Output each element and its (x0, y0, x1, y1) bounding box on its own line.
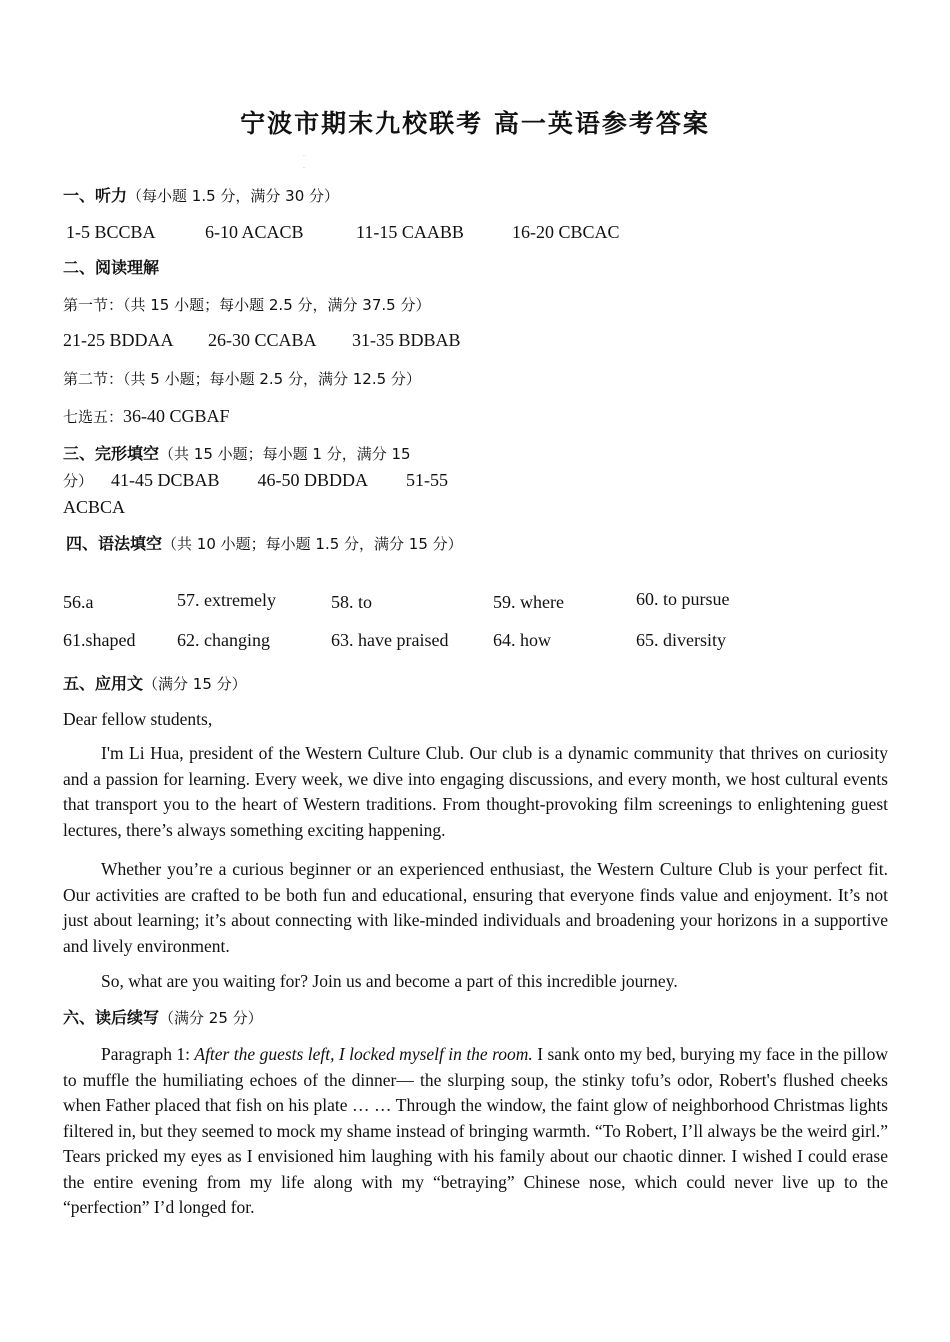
grammar-answer: 60. to pursue (636, 589, 730, 609)
grammar-answer: 62. changing (177, 630, 270, 650)
section-grammar-heading: 四、语法填空（共 10 小题；每小题 1.5 分，满分 15 分） (66, 534, 463, 553)
answer-group: 1-5 BCCBA (66, 222, 156, 242)
section-writing-heading: 五、应用文（满分 15 分） (63, 674, 247, 693)
section-listening-heading: 一、听力（每小题 1.5 分，满分 30 分） (63, 186, 340, 205)
reading-part1-note: 第一节：（共 15 小题；每小题 2.5 分，满分 37.5 分） (63, 296, 431, 314)
page-title: 宁波市期末九校联考 高一英语参考答案 (240, 109, 710, 138)
answer-group: 16-20 CBCAC (512, 222, 620, 242)
letter-paragraph: So, what are you waiting for? Join us and become a part of this incredible journey. (101, 971, 678, 991)
grammar-answer: 61.shaped (63, 630, 136, 650)
section-reading-heading: 二、阅读理解 (63, 258, 160, 277)
grammar-answer: 63. have praised (331, 630, 449, 650)
letter-greeting: Dear fellow students, (63, 709, 213, 729)
letter-paragraph: Whether you’re a curious beginner or an experienced enthusiast, the Western Culture Club is your perfect fit. Our activities are crafted to be both fun and educational, ensuring that everyone finds value and enjoyment. It’s not just about learning; it’s about connecting with like-minded individuals and broadening your horizons in a supportive and lively environment. (63, 859, 888, 956)
reading-part2-answers: 七选五：36-40 CGBAF (63, 406, 230, 426)
reading-part2-note: 第二节：（共 5 小题；每小题 2.5 分，满分 12.5 分） (63, 370, 421, 388)
grammar-answer: 59. where (493, 592, 564, 612)
grammar-answer: 57. extremely (177, 590, 276, 610)
grammar-answer: 65. diversity (636, 630, 726, 650)
tiny-marks: .. .. (303, 153, 306, 170)
continuation-paragraph: Paragraph 1: After the guests left, I locked myself in the room. I sank onto my bed, burying my face in the pillow to muffle the humiliating echoes of the dinner— the slurping soup, the stinky tofu’s odor, Robert's flushed cheeks when Father placed that fish on his plate … … Through the window, the faint glow of neighborhood Christmas lights filtered in, but they seemed to mock my shame instead of bringing warmth. “To Robert, I’ll always be the weird girl.” Tears pricked my eyes as I envisioned him laughing with his family about our chaotic dinner. I wished I could erase the entire evening from my life along with my “betraying” Chinese nose, which could never live up to the “perfection” I’d longed for. (63, 1044, 888, 1217)
answer-group: 26-30 CCABA (208, 330, 317, 350)
section-cloze: 三、完形填空（共 15 小题；每小题 1 分，满分 15 分） 41-45 DCBAB 46-50 DBDDA 51-55 ACBCA (63, 444, 449, 517)
grammar-answer: 56.a (63, 592, 94, 612)
grammar-answer: 58. to (331, 592, 373, 612)
answer-group: 11-15 CAABB (356, 222, 464, 242)
answer-group: 31-35 BDBAB (352, 330, 461, 350)
letter-paragraph: I'm Li Hua, president of the Western Culture Club. Our club is a dynamic community that thrives on curiosity and a passion for learning. Every week, we dive into engaging discussions, and every month, we host cultural events that transport you to the heart of Western traditions. From thought-provoking film screenings to enlightening guest lectures, there’s always something exciting happening. (63, 743, 888, 840)
answer-group: 6-10 ACACB (205, 222, 304, 242)
answer-group: 21-25 BDDAA (63, 330, 174, 350)
section-continuation-heading: 六、读后续写（满分 25 分） (63, 1008, 263, 1027)
grammar-answer: 64. how (493, 630, 551, 650)
